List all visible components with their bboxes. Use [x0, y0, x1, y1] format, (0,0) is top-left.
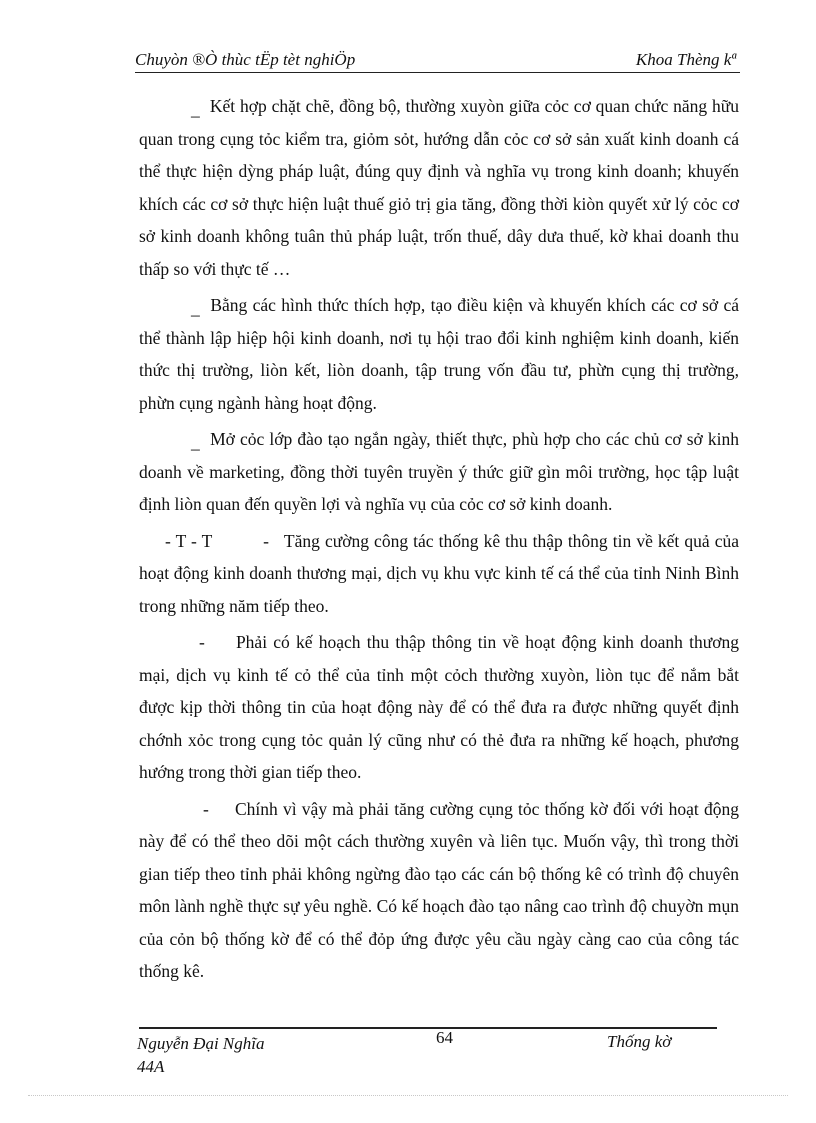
paragraph-1 — [139, 90, 739, 285]
paragraph-4 — [139, 525, 739, 623]
header-department: Khoa Thèng kª — [635, 50, 736, 69]
underscore-bullet: _ — [191, 99, 200, 119]
paragraph-4-text: Tăng cường công tác thống kê thu thập thông tin về kết quả của hoạt động kinh doanh thương mại, dịch vụ khu vực kinh tế cá thể của tỉnh Ninh Bình trong những năm tiếp theo. — [139, 530, 740, 616]
paragraph-3-text: Mở cỏc lớp đào tạo ngắn ngày, thiết thực, phù hợp cho các chủ cơ sở kinh doanh về marketing, đồng thời tuyên truyền ý thức giữ gìn môi trường, học tập luật định liòn quan đến quyền lợi và nghĩa vụ của cỏc cơ sở kinh doanh. — [139, 429, 739, 514]
paragraph-6-text: Chính vì vậy mà phải tăng cường cụng tỏc thống kờ đối với hoạt động này để có thể theo dõi một cách thường xuyên và liên tục. Muốn vậy, thì trong thời gian tiếp theo tỉnh phải không ngừng đào tạo các cán bộ thống kê có trình độ chuyên môn lành nghề thực sự yêu nghề. Có kế hoạch đào tạo nâng cao trình độ chuyờn mụn của cỏn bộ thống kờ để có thể đỏp ứng được yêu cầu ngày càng cao của công tác thống kê. — [139, 798, 740, 981]
dash-bullet: - — [203, 798, 209, 819]
page-edge-dots — [28, 1095, 788, 1096]
page-number: 64 — [436, 1028, 453, 1047]
dash-bullet: - — [199, 632, 205, 652]
paragraph-5-text: Phải có kế hoạch thu thập thông tin về hoạt động kinh doanh thương mại, dịch vụ kinh tế cỏ thể của tỉnh một cỏch thường xuyòn, liòn tục để nắm bắt được kịp thời thông tin của hoạt động này để có thể đưa ra được những quyết định chớnh xỏc trong cụng tỏc quản lý cũng như có thẻ đưa ra những kế hoạch, phương hướng trong thời gian tiếp theo. — [139, 632, 740, 782]
footer-department: Thống kờ — [607, 1032, 672, 1051]
footer-author — [137, 1032, 265, 1078]
paragraph-6 — [139, 793, 739, 988]
underscore-bullet: _ — [191, 298, 200, 318]
author-class: 44A — [137, 1057, 165, 1076]
document-body — [139, 90, 739, 992]
paragraph-1-text: Kết hợp chặt chẽ, đồng bộ, thường xuyòn giữa cỏc cơ quan chức năng hữu quan trong cụng tỏc kiểm tra, giỏm sỏt, hướng dẫn cỏc cơ sở sản xuất kinh doanh cá thể thực hiện dỳng pháp luật, đúng quy định và nghĩa vụ trong kinh doanh; khuyến khích các cơ sở thực hiện luật thuế giỏ trị gia tăng, đồng thời kiòn quyết xử lý cỏc cơ sở kinh doanh không tuân thủ pháp luật, trốn thuế, dây dưa thuế, kờ khai doanh thu thấp so với thực tế … — [139, 96, 740, 279]
dash-bullet: - — [263, 530, 269, 551]
footer-divider — [139, 1027, 717, 1029]
paragraph-2-text: Bằng các hình thức thích hợp, tạo điều kiện và khuyến khích các cơ sở cá thể thành lập hiệp hội kinh doanh, nơi tụ hội trao đổi kinh nghiệm kinh doanh, kiến thức thị trường, liòn kết, liòn doanh, tập trung vốn đầu tư, phừn cụng thị trường, phừn cụng ngành hàng hoạt động. — [139, 295, 739, 413]
paragraph-3 — [139, 423, 739, 521]
paragraph-4-prefix: - T - T — [165, 530, 213, 551]
underscore-bullet: _ — [191, 432, 200, 452]
header-title: Chuyòn ®Ò thùc tËp tèt nghiÖp — [135, 50, 356, 69]
author-name: Nguyễn Đại Nghĩa — [137, 1034, 265, 1053]
paragraph-5 — [139, 626, 739, 789]
page-header — [135, 50, 740, 73]
paragraph-2 — [139, 289, 739, 419]
